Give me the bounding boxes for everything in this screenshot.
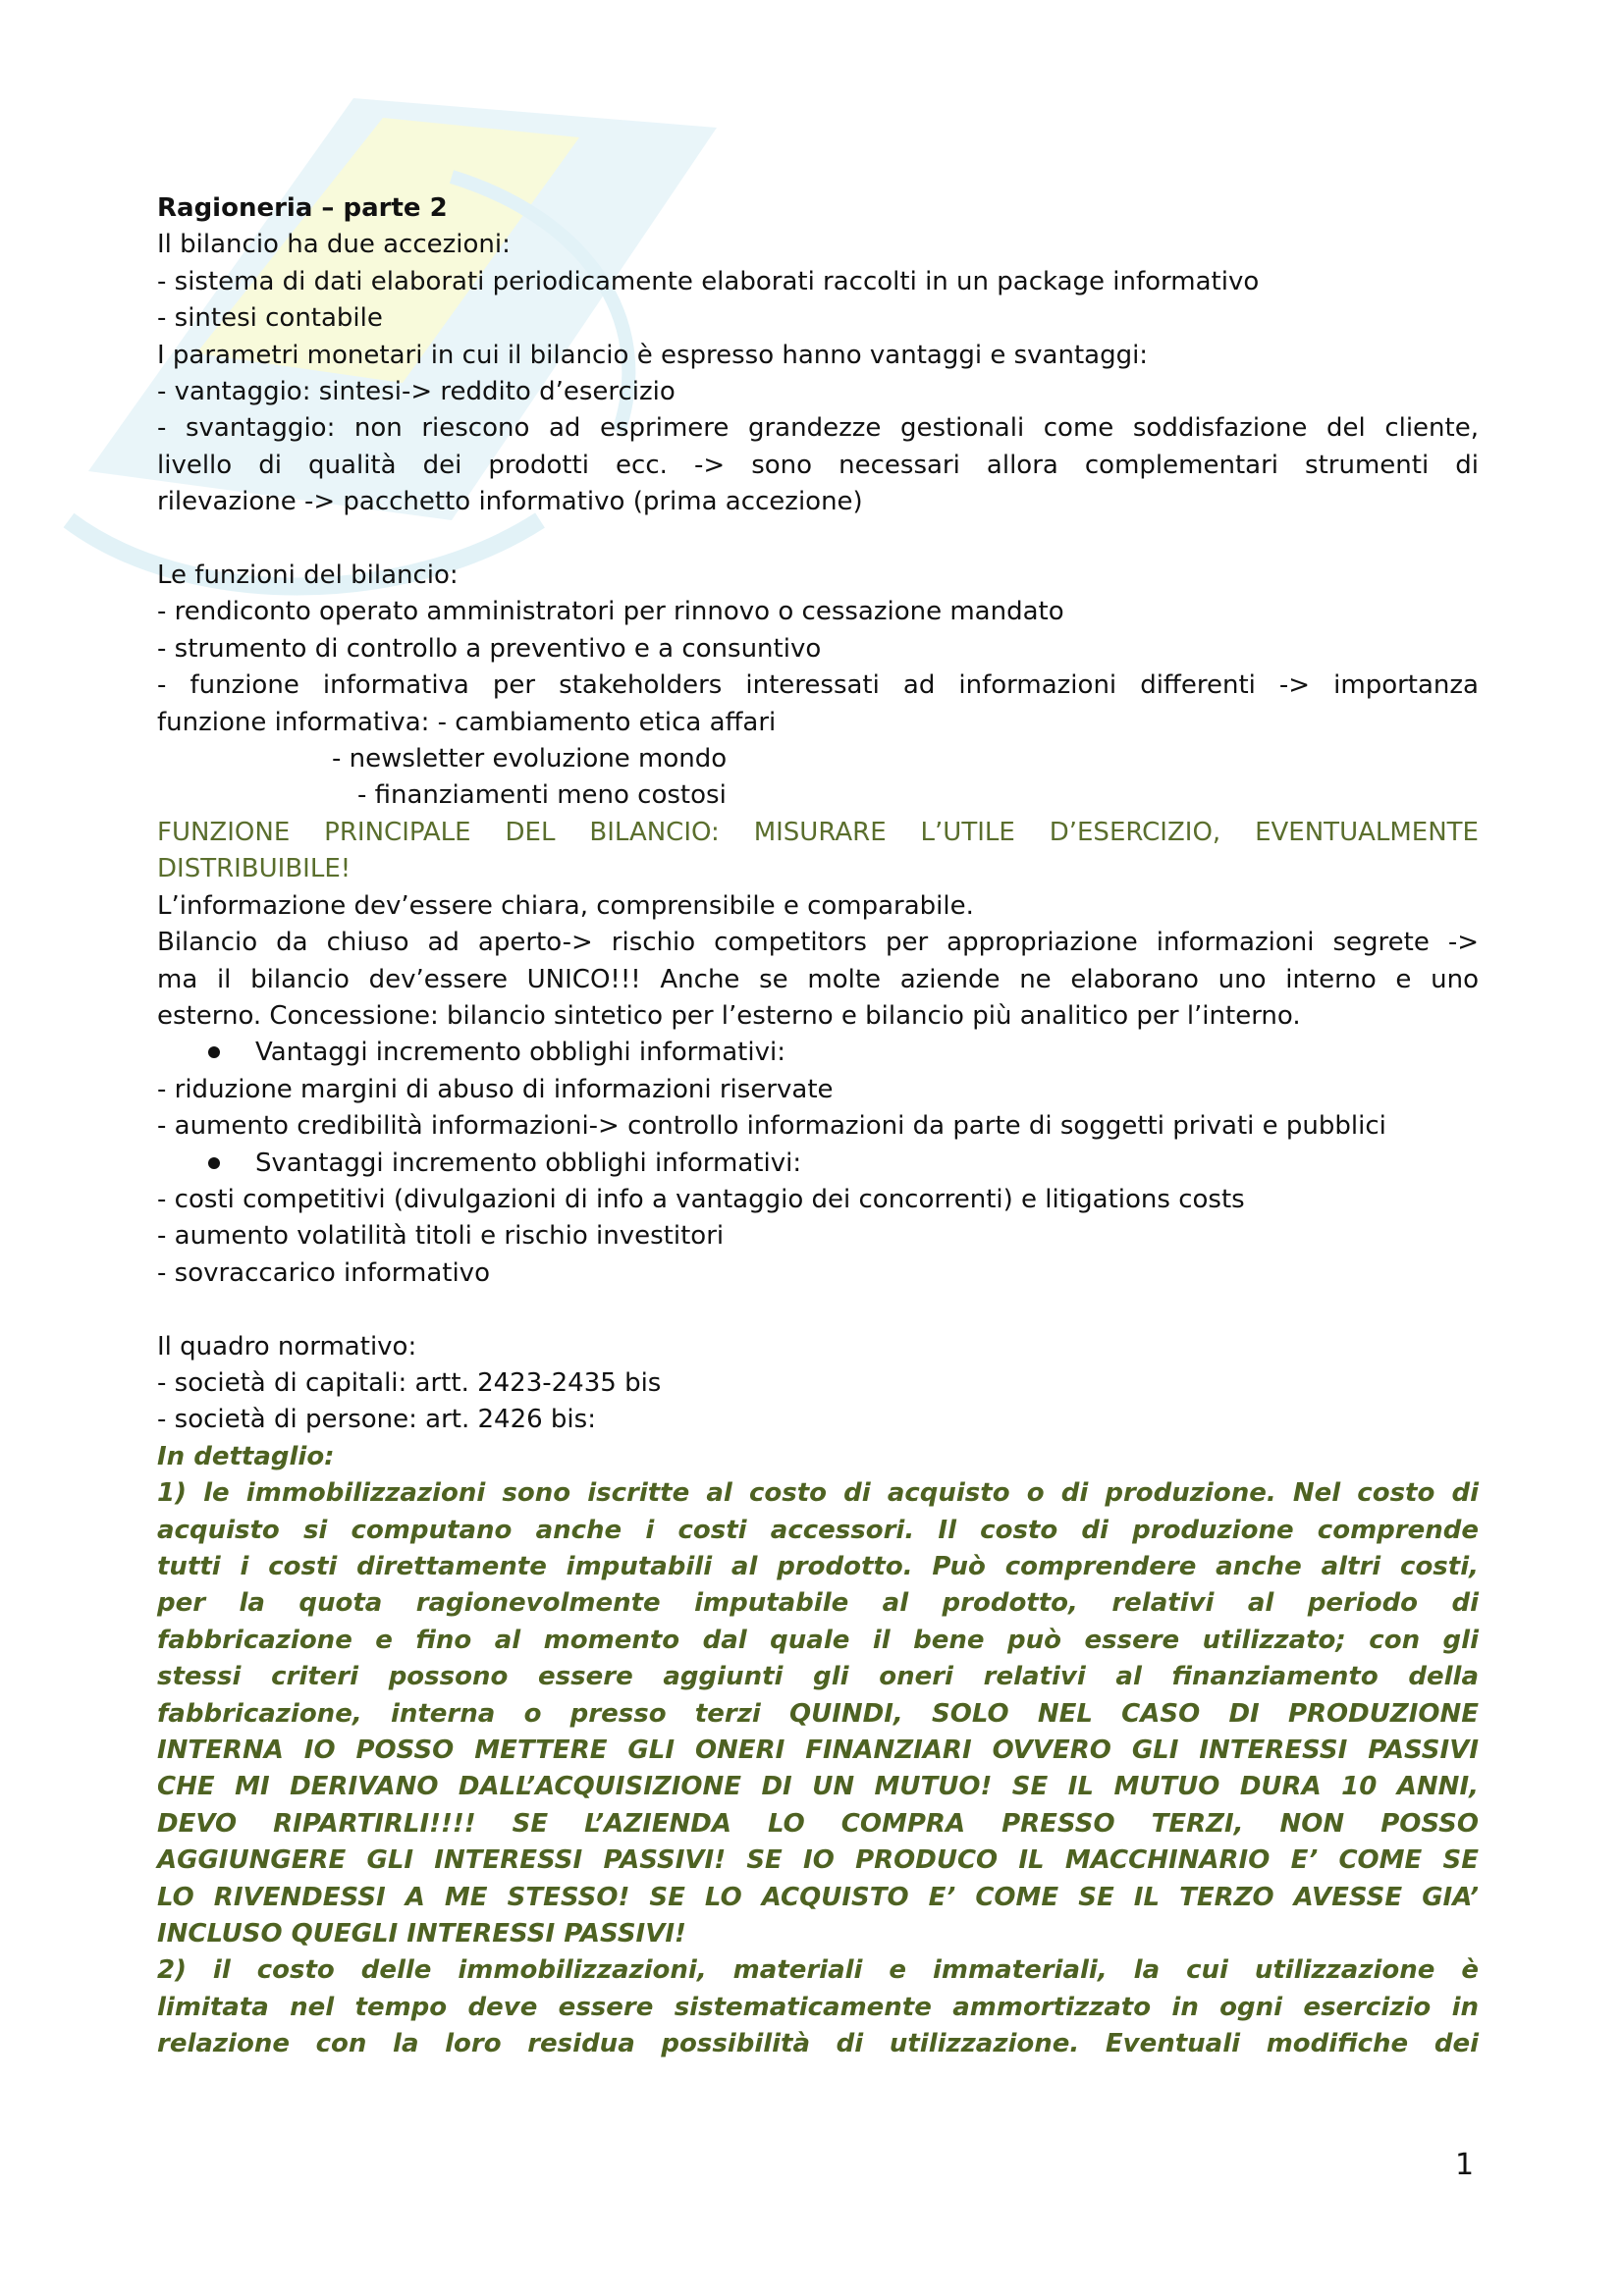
emphasis-line: CHE MI DERIVANO DALL’ACQUISIZIONE DI UN MUTUO! SE IL MUTUO DURA 10 ANNI, — [157, 1772, 1479, 1802]
bullet-text: Vantaggi incremento obblighi informativi: — [255, 1038, 785, 1068]
section-heading: In dettaglio: — [157, 1441, 335, 1471]
text-line: Il bilancio ha due accezioni: — [157, 230, 511, 260]
emphasis-line: LO RIVENDESSI A ME STESSO! SE LO ACQUISTO E’ COME SE IL TERZO AVESSE GIA’ — [157, 1882, 1479, 1912]
text-line: I parametri monetari in cui il bilancio è espresso hanno vantaggi e svantaggi: — [157, 340, 1149, 370]
highlight-line: FUNZIONE PRINCIPALE DEL BILANCIO: MISURARE L’UTILE D’ESERCIZIO, EVENTUALMENTE — [157, 817, 1479, 847]
text-line: - strumento di controllo a preventivo e a consuntivo — [157, 633, 822, 664]
text-line: - rendiconto operato amministratori per rinnovo o cessazione mandato — [157, 597, 1064, 627]
page-number: 1 — [1455, 2148, 1475, 2182]
text-line: - società di persone: art. 2426 bis: — [157, 1405, 596, 1435]
bullet-text: Svantaggi incremento obblighi informativi: — [255, 1148, 802, 1178]
emphasis-line: INTERNA IO POSSO METTERE GLI ONERI FINANZIARI OVVERO GLI INTERESSI PASSIVI — [157, 1735, 1479, 1766]
text-line: rilevazione -> pacchetto informativo (prima accezione) — [157, 487, 863, 517]
bullet-item — [157, 1035, 1479, 1071]
text-line: - vantaggio: sintesi-> reddito d’esercizio — [157, 377, 676, 407]
text-line: - sintesi contabile — [157, 303, 383, 334]
text-line: funzione informativa: - cambiamento etica affari — [157, 707, 777, 737]
text-line: - sistema di dati elaborati periodicamente elaborati raccolti in un package informativo — [157, 266, 1260, 296]
text-line: Il quadro normativo: — [157, 1331, 417, 1362]
emphasis-line: acquisto si computano anche i costi accessori. Il costo di produzione comprende — [157, 1515, 1479, 1545]
emphasis-line: relazione con la loro residua possibilità di utilizzazione. Eventuali modifiche dei — [157, 2029, 1479, 2059]
text-line: - riduzione margini di abuso di informazioni riservate — [157, 1074, 834, 1104]
bullet-icon — [208, 1157, 220, 1169]
emphasis-line: INCLUSO QUEGLI INTERESSI PASSIVI! — [157, 1919, 686, 1949]
blank-line — [157, 521, 1479, 558]
text-line: - aumento credibilità informazioni-> controllo informazioni da parte di soggetti privati e pubblici — [157, 1111, 1386, 1142]
text-line: - funzione informativa per stakeholders interessati ad informazioni differenti -> importanza — [157, 670, 1479, 701]
text-line: Bilancio da chiuso ad aperto-> rischio competitors per appropriazione informazioni segrete -> — [157, 928, 1479, 958]
bullet-item — [157, 1146, 1479, 1182]
emphasis-line: fabbricazione e fino al momento dal quale il bene può essere utilizzato; con gli — [157, 1625, 1479, 1655]
text-line: Le funzioni del bilancio: — [157, 561, 459, 591]
blank-line — [157, 1292, 1479, 1328]
emphasis-line: limitata nel tempo deve essere sistematicamente ammortizzato in ogni esercizio in — [157, 1992, 1479, 2022]
document-title: Ragioneria – parte 2 — [157, 193, 448, 223]
text-line: - società di capitali: artt. 2423-2435 bis — [157, 1367, 662, 1398]
emphasis-line: 1) le immobilizzazioni sono iscritte al costo di acquisto o di produzione. Nel costo di — [157, 1478, 1479, 1509]
document-body — [157, 190, 1479, 2063]
emphasis-line: tutti i costi direttamente imputabili al prodotto. Può comprendere anche altri costi, — [157, 1552, 1479, 1581]
emphasis-line: AGGIUNGERE GLI INTERESSI PASSIVI! SE IO PRODUCO IL MACCHINARIO E’ COME SE — [157, 1845, 1479, 1876]
text-line: - aumento volatilità titoli e rischio investitori — [157, 1221, 725, 1252]
text-line: - sovraccarico informativo — [157, 1257, 490, 1288]
emphasis-line: DEVO RIPARTIRLI!!!! SE L’AZIENDA LO COMPRA PRESSO TERZI, NON POSSO — [157, 1808, 1479, 1839]
bullet-icon — [208, 1046, 220, 1058]
text-line: - svantaggio: non riescono ad esprimere grandezze gestionali come soddisfazione del cliente, — [157, 413, 1479, 444]
emphasis-line: 2) il costo delle immobilizzazioni, materiali e immateriali, la cui utilizzazione è — [157, 1955, 1479, 1986]
text-line: - newsletter evoluzione mondo — [332, 744, 728, 774]
highlight-line: DISTRIBUIBILE! — [157, 854, 352, 884]
emphasis-line: stessi criteri possono essere aggiunti gli oneri relativi al finanziamento della — [157, 1662, 1479, 1692]
emphasis-line: fabbricazione, interna o presso terzi QUINDI, SOLO NEL CASO DI PRODUZIONE — [157, 1698, 1479, 1729]
text-line: esterno. Concessione: bilancio sintetico per l’esterno e bilancio più analitico per l’interno. — [157, 1000, 1301, 1031]
text-line: livello di qualità dei prodotti ecc. -> sono necessari allora complementari strumenti di — [157, 450, 1479, 480]
text-line: - finanziamenti meno costosi — [357, 780, 727, 811]
emphasis-line: per la quota ragionevolmente imputabile al prodotto, relativi al periodo di — [157, 1588, 1479, 1619]
text-line: L’informazione dev’essere chiara, comprensibile e comparabile. — [157, 890, 974, 921]
text-line: ma il bilancio dev’essere UNICO!!! Anche se molte aziende ne elaborano uno interno e uno — [157, 964, 1479, 994]
text-line: - costi competitivi (divulgazioni di info a vantaggio dei concorrenti) e litigations costs — [157, 1184, 1245, 1214]
